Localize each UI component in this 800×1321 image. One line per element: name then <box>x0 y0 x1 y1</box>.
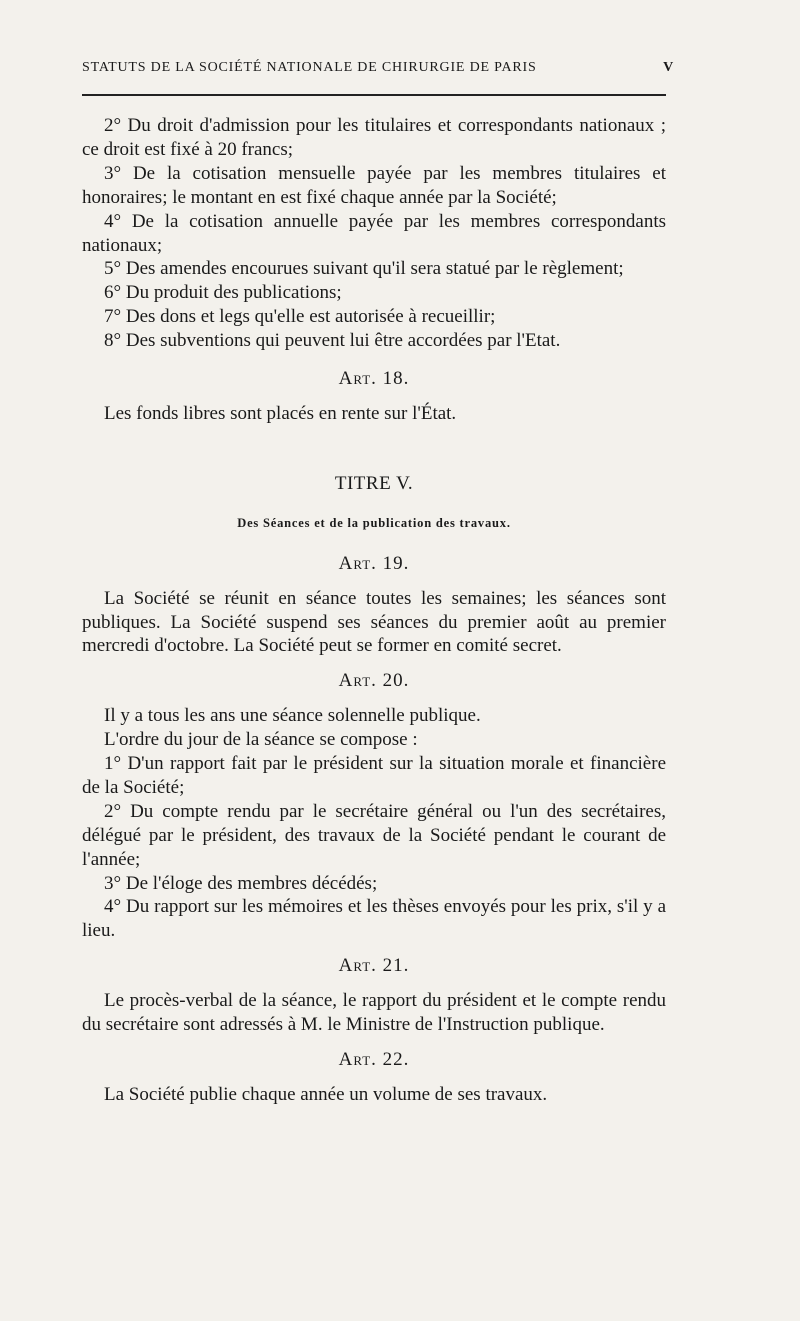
paragraph: Il y a tous les ans une séance solennelle publique. <box>104 705 481 727</box>
article-number: 22. <box>382 1049 410 1070</box>
paragraph: La Société publie chaque année un volume de ses travaux. <box>104 1083 548 1105</box>
article-number: 18. <box>382 368 410 390</box>
paragraph: Les fonds libres sont placés en rente sur l'État. <box>104 402 457 424</box>
paragraph: L'ordre du jour de la séance se compose : <box>104 729 418 751</box>
article-label: Art. <box>338 552 377 574</box>
page-body <box>82 114 666 1107</box>
paragraph: 6° Du produit des publications; <box>104 282 342 304</box>
section-subtitle: Des Séances et de la publication des travaux. <box>237 515 511 530</box>
article-label: Art. <box>338 368 377 390</box>
article-label: Art. <box>338 670 377 692</box>
paragraph: 2° Du compte rendu par le secrétaire général ou l'un des secrétaires, délégué par le président, des travaux de la Société pendant le courant de l'année; <box>82 800 666 870</box>
running-title: STATUTS DE LA SOCIÉTÉ NATIONALE DE CHIRURGIE DE PARIS <box>82 60 537 75</box>
article-heading-20 <box>82 669 666 693</box>
article-heading-19 <box>82 552 666 576</box>
paragraph: Le procès-verbal de la séance, le rapport du président et le compte rendu du secrétaire sont adressés à M. le Ministre de l'Instruction publique. <box>82 990 666 1036</box>
article-number: 20. <box>382 670 410 692</box>
running-header <box>82 60 674 76</box>
paragraph: 5° Des amendes encourues suivant qu'il sera statué par le règlement; <box>104 258 624 280</box>
article-number: 21. <box>382 955 410 977</box>
page-number: V <box>663 60 674 75</box>
paragraph: 4° Du rapport sur les mémoires et les thèses envoyés pour les prix, s'il y a lieu. <box>82 896 666 942</box>
article-label: Art. <box>338 955 377 977</box>
article-heading-18 <box>82 367 666 391</box>
header-rule <box>82 94 666 96</box>
article-heading-21 <box>82 954 666 978</box>
paragraph: 3° De l'éloge des membres décédés; <box>104 872 378 894</box>
paragraph: 7° Des dons et legs qu'elle est autorisée à recueillir; <box>104 306 496 328</box>
paragraph: 1° D'un rapport fait par le président sur la situation morale et financière de la Société; <box>82 753 666 798</box>
paragraph: 3° De la cotisation mensuelle payée par les membres titulaires et honoraires; le montant en est fixé chaque année par la Société; <box>82 162 666 208</box>
article-label: Art. <box>338 1049 377 1070</box>
paragraph: 2° Du droit d'admission pour les titulaires et correspondants nationaux ; ce droit est fixé à 20 francs; <box>82 115 666 160</box>
paragraph: La Société se réunit en séance toutes les semaines; les séances sont publiques. La Société suspend ses séances du premier août au premier mercredi d'octobre. La Société peut se former en comité secret. <box>82 587 666 657</box>
article-number: 19. <box>382 552 410 574</box>
article-heading-22 <box>82 1048 666 1072</box>
paragraph: 8° Des subventions qui peuvent lui être accordées par l'Etat. <box>104 330 561 352</box>
titre-heading: TITRE V. <box>334 472 414 494</box>
paragraph: 4° De la cotisation annuelle payée par les membres correspondants nationaux; <box>82 210 666 256</box>
